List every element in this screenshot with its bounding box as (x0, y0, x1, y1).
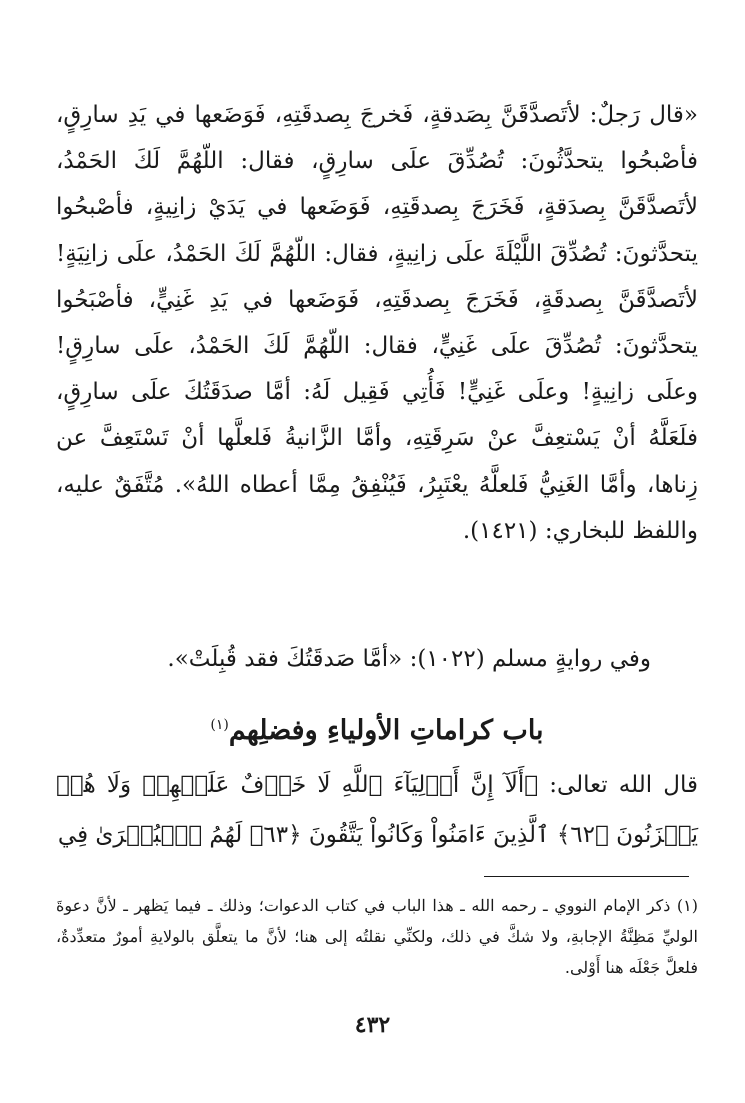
muslim-narration-line: وفي روايةٍ مسلم (١٠٢٢): «أمَّا صَدقَتُكَ فقد قُبِلَتْ». (167, 646, 651, 672)
quran-verse-paragraph: قال الله تعالى: ﴿أَلَآ إِنَّ أَوۡلِيَآءَ ٱللَّهِ لَا خَوۡفٌ عَلَيۡهِمۡ وَلَا هُمۡ يَحۡزَنُونَ ﴿٦٢﴾ ٱلَّذِينَ ءَامَنُواْ وَكَانُواْ يَتَّقُونَ ﴿٦٣﴾ لَهُمُ ٱلۡبُشۡرَىٰ فِي (56, 772, 698, 848)
hadith-paragraph (56, 92, 698, 554)
footnote-divider (484, 876, 689, 877)
chapter-footnote-marker: (١) (210, 717, 229, 733)
chapter-heading (56, 700, 698, 756)
page-number: ٤٣٢ (354, 1012, 391, 1038)
footnote: (١) ذكر الإمام النووي ـ رحمه الله ـ هذا الباب في كتاب الدعوات؛ وذلك ـ فيما يَظهر ـ لأنَّ دعوةَ الوليِّ مَظِنَّةُ الإجابةِ، ولا شكَّ في ذلك، ولكنِّي نقلتُه إلى هنا؛ لأنَّ ما يتعلَّق بالولايةِ أمورٌ متعدِّدةٌ، فلعلَّ جَعْلَه هنا أَوْلى. (56, 896, 698, 977)
chapter-title-text: باب كراماتِ الأولياءِ وفضلِهم (228, 715, 544, 746)
hadith-text: «قال رَجلٌ: لأتَصدَّقَنَّ بِصَدقةٍ، فَخرجَ بِصدقَتِهِ، فَوَضَعها في يَدِ سارِقٍ، فأصْبحُوا يتحدَّثُونَ: تُصُدِّقَ علَى سارِقٍ، فقال: اللّهُمَّ لَكَ الحَمْدُ، لأتَصدَّقَنَّ بِصدَقةٍ، فَخَرَجَ بِصدقَتِهِ، فَوَضَعها في يَدَيْ زانِيةٍ، فأصْبحُوا يتحدَّثونَ: تُصُدِّقَ اللَّيْلَةَ علَى زانِيةٍ، فقال: اللّهُمَّ لَكَ الحَمْدُ، علَى زانِيَةٍ! لأتَصدَّقَنَّ بِصدقَةٍ، فَخَرَجَ بِصدقَتِهِ، فَوَضَعها في يَدِ غَنِيٍّ، فأصْبَحُوا يتحدَّثونَ: تُصُدِّقَ علَى غَنِيٍّ، فقال: اللّهُمَّ لَكَ الحَمْدُ، علَى سارِقٍ! وعلَى زانِيةٍ! وعلَى غَنِيٍّ! فَأُتِي فَقِيل لَهُ: أمَّا صدَقَتُكَ علَى سارِقٍ، فلَعَلَّهُ أنْ يَسْتعِفَّ عنْ سَرِقَتِهِ، وأمَّا الزَّانيةُ فَلعلَّها أنْ تَسْتَعِفَّ عن زِناها، وأمَّا الغَنِيُّ فَلعلَّهُ يعْتَبِرُ، فَيُنْفِقُ مِمَّا أعطاه اللهُ». مُتَّفَقٌ عليه، واللفظ للبخاري: (١٤٢١). (56, 102, 698, 544)
